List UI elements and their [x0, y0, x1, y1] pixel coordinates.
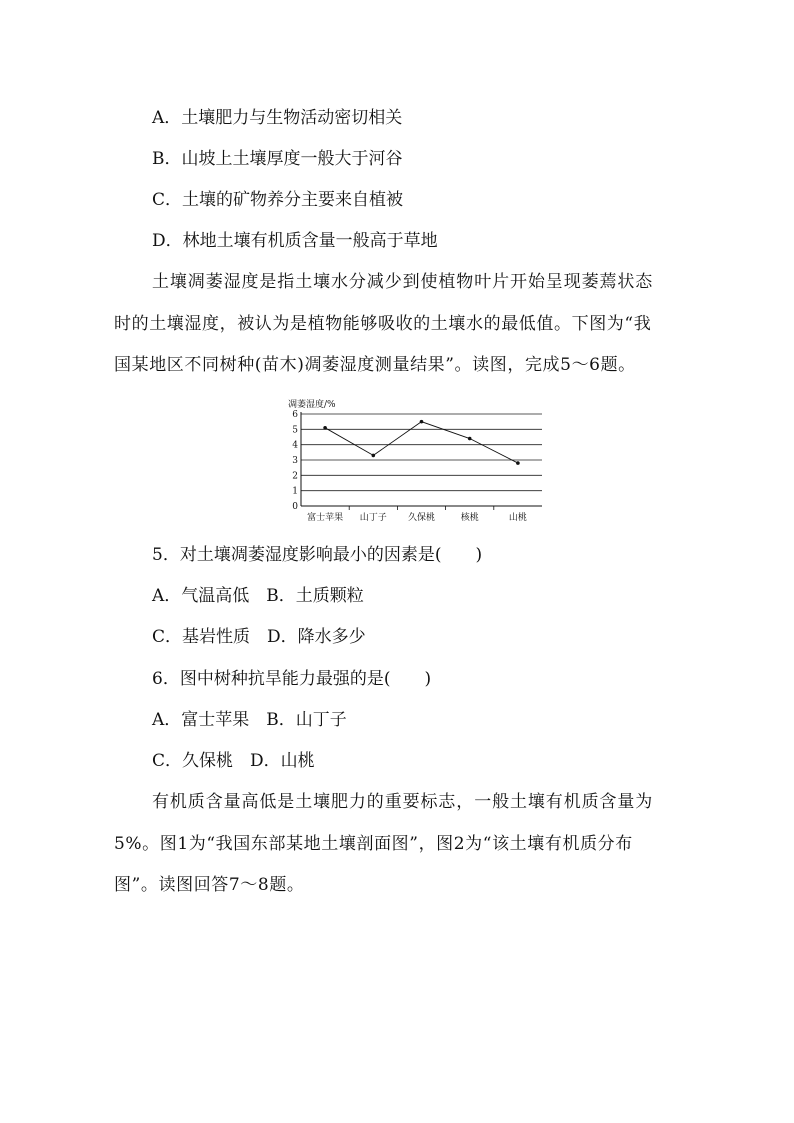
question-6: 6．图中树种抗旱能力最强的是( )	[152, 669, 432, 689]
question-6-options-cd: C．久保桃 D．山桃	[152, 751, 315, 771]
paragraph-2-line-3: 图”。读图回答7～8题。	[114, 875, 305, 895]
y-tick-label: 2	[292, 471, 298, 482]
x-tick-label: 核桃	[460, 513, 479, 523]
option-b: B．山坡上土壤厚度一般大于河谷	[152, 149, 403, 169]
option-d: D．林地土壤有机质含量一般高于草地	[152, 231, 438, 251]
data-point	[516, 461, 520, 465]
option-c: C．土壤的矿物养分主要来自植被	[152, 190, 404, 210]
data-point	[468, 437, 472, 441]
question-5-options-cd: C．基岩性质 D．降水多少	[152, 627, 366, 647]
y-tick-label: 5	[292, 425, 298, 436]
question-6-options-ab: A．富士苹果 B．山丁子	[152, 710, 347, 730]
x-tick-label: 久保桃	[407, 513, 436, 523]
option-a: A．土壤肥力与生物活动密切相关	[152, 108, 403, 128]
paragraph-1-line-2: 时的土壤湿度，被认为是植物能够吸收的土壤水的最低值。下图为“我	[114, 314, 652, 334]
series-line	[325, 422, 518, 463]
y-tick-label: 0	[292, 502, 298, 512]
paragraph-1-line-3: 国某地区不同树种(苗木)凋萎湿度测量结果”。读图，完成5～6题。	[114, 355, 636, 375]
question-5: 5．对土壤凋萎湿度影响最小的因素是( )	[152, 545, 483, 565]
paragraph-2-line-1: 有机质含量高低是土壤肥力的重要标志，一般土壤有机质含量为	[152, 792, 654, 812]
x-tick-label: 山桃	[508, 513, 527, 523]
y-tick-label: 6	[292, 410, 298, 420]
data-point	[323, 426, 327, 430]
x-tick-label: 富士苹果	[307, 513, 344, 523]
paragraph-2-line-2: 5%。图1为“我国东部某地土壤剖面图”，图2为“该土壤有机质分布	[114, 834, 633, 854]
data-point	[420, 420, 424, 424]
y-tick-label: 3	[292, 456, 298, 466]
wilting-humidity-chart	[288, 394, 550, 524]
x-tick-label: 山丁子	[359, 513, 387, 523]
y-tick-label: 1	[292, 486, 298, 497]
data-point	[372, 454, 376, 458]
paragraph-1-line-1: 土壤凋萎湿度是指土壤水分减少到使植物叶片开始呈现萎蔫状态	[152, 272, 654, 292]
y-axis-label: 凋萎湿度/%	[288, 400, 336, 410]
y-tick-label: 4	[292, 440, 298, 451]
question-5-options-ab: A．气温高低 B．土质颗粒	[152, 586, 364, 606]
